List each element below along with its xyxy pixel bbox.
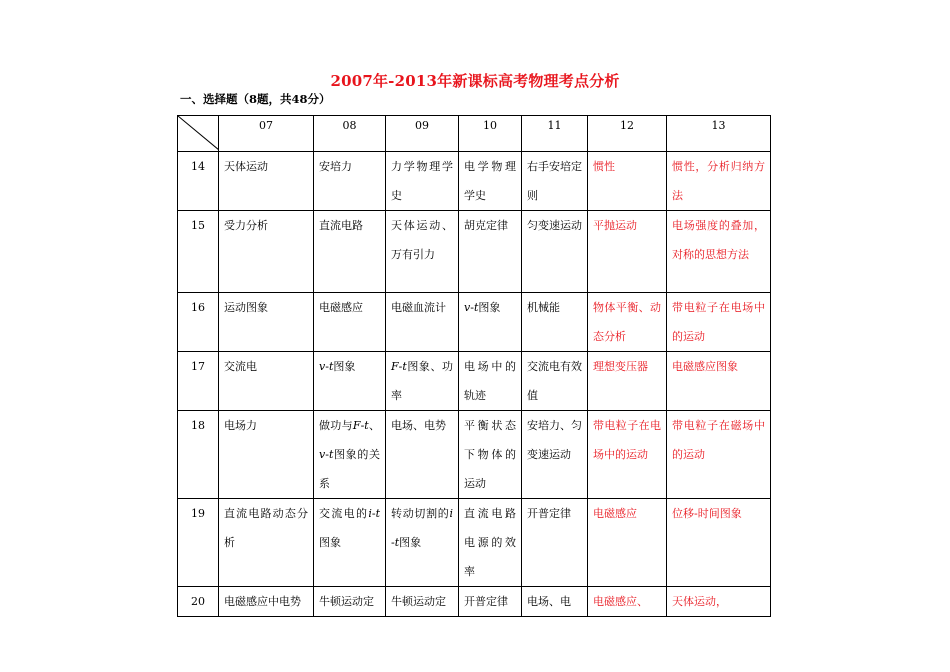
topic-cell: 交流电 <box>219 352 314 411</box>
question-number: 14 <box>178 152 219 211</box>
topic-cell: 理想变压器 <box>588 352 667 411</box>
topic-cell: 电磁血流计 <box>386 293 459 352</box>
topic-cell: 惯性，分析归纳方法 <box>667 152 771 211</box>
topic-cell: 安培力、匀变速运动 <box>522 411 588 499</box>
topic-cell: v-t图象 <box>314 352 386 411</box>
topic-cell: 位移-时间图象 <box>667 499 771 587</box>
year-header: 09 <box>386 116 459 152</box>
topic-cell: 平衡状态下物体的运动 <box>459 411 522 499</box>
question-number: 17 <box>178 352 219 411</box>
topic-cell: 机械能 <box>522 293 588 352</box>
question-number: 20 <box>178 587 219 617</box>
topic-cell: 运动图象 <box>219 293 314 352</box>
question-number: 19 <box>178 499 219 587</box>
question-number: 15 <box>178 211 219 293</box>
topic-cell: 电场、电 <box>522 587 588 617</box>
page-title: 2007年-2013年新课标高考物理考点分析 <box>330 72 620 90</box>
table-row <box>178 152 771 211</box>
table-row <box>178 352 771 411</box>
topic-cell: 天体运动 <box>219 152 314 211</box>
topic-cell: 电磁感应图象 <box>667 352 771 411</box>
table-row <box>178 411 771 499</box>
topic-cell: 电学物理学史 <box>459 152 522 211</box>
corner-cell <box>178 116 219 152</box>
topic-cell: 交流电有效值 <box>522 352 588 411</box>
table-row <box>178 293 771 352</box>
topic-cell: 平抛运动 <box>588 211 667 293</box>
topic-cell: 带电粒子在电场中的运动 <box>588 411 667 499</box>
topic-cell: 直流电路动态分析 <box>219 499 314 587</box>
year-header: 13 <box>667 116 771 152</box>
topic-cell: 转动切割的i-t图象 <box>386 499 459 587</box>
table-row <box>178 211 771 293</box>
topic-cell: 匀变速运动 <box>522 211 588 293</box>
topic-cell: 做功与F-t、v-t图象的关系 <box>314 411 386 499</box>
section-heading: 一、选择题（8题，共48分） <box>180 92 331 106</box>
exam-topic-table <box>177 115 771 617</box>
table-header-row <box>178 116 771 152</box>
topic-cell: 电场力 <box>219 411 314 499</box>
topic-cell: 物体平衡、动态分析 <box>588 293 667 352</box>
year-header: 11 <box>522 116 588 152</box>
topic-cell: 直流电路 <box>314 211 386 293</box>
topic-cell: v-t图象 <box>459 293 522 352</box>
topic-cell: 右手安培定则 <box>522 152 588 211</box>
topic-cell: 开普定律 <box>459 587 522 617</box>
topic-cell: 牛顿运动定 <box>386 587 459 617</box>
topic-cell: 力学物理学史 <box>386 152 459 211</box>
topic-cell: 天体运动， <box>667 587 771 617</box>
topic-cell: 带电粒子在电场中的运动 <box>667 293 771 352</box>
year-header: 12 <box>588 116 667 152</box>
topic-cell: 交流电的i-t图象 <box>314 499 386 587</box>
topic-cell: 安培力 <box>314 152 386 211</box>
topic-cell: 带电粒子在磁场中的运动 <box>667 411 771 499</box>
topic-cell: 电磁感应、 <box>588 587 667 617</box>
topic-cell: 电磁感应 <box>314 293 386 352</box>
year-header: 10 <box>459 116 522 152</box>
topic-cell: 受力分析 <box>219 211 314 293</box>
topic-cell: 电场、电势 <box>386 411 459 499</box>
topic-cell: 直流电路电源的效率 <box>459 499 522 587</box>
topic-cell: 开普定律 <box>522 499 588 587</box>
year-header: 08 <box>314 116 386 152</box>
table-row <box>178 587 771 617</box>
topic-cell: 电磁感应中电势 <box>219 587 314 617</box>
diagonal-divider <box>178 116 219 150</box>
topic-cell: 牛顿运动定 <box>314 587 386 617</box>
topic-cell: 胡克定律 <box>459 211 522 293</box>
topic-cell: F-t图象、功率 <box>386 352 459 411</box>
year-header: 07 <box>219 116 314 152</box>
topic-cell: 电场强度的叠加，对称的思想方法 <box>667 211 771 293</box>
question-number: 16 <box>178 293 219 352</box>
question-number: 18 <box>178 411 219 499</box>
topic-cell: 惯性 <box>588 152 667 211</box>
topic-cell: 天体运动、万有引力 <box>386 211 459 293</box>
topic-cell: 电场中的轨迹 <box>459 352 522 411</box>
topic-cell: 电磁感应 <box>588 499 667 587</box>
table-row <box>178 499 771 587</box>
